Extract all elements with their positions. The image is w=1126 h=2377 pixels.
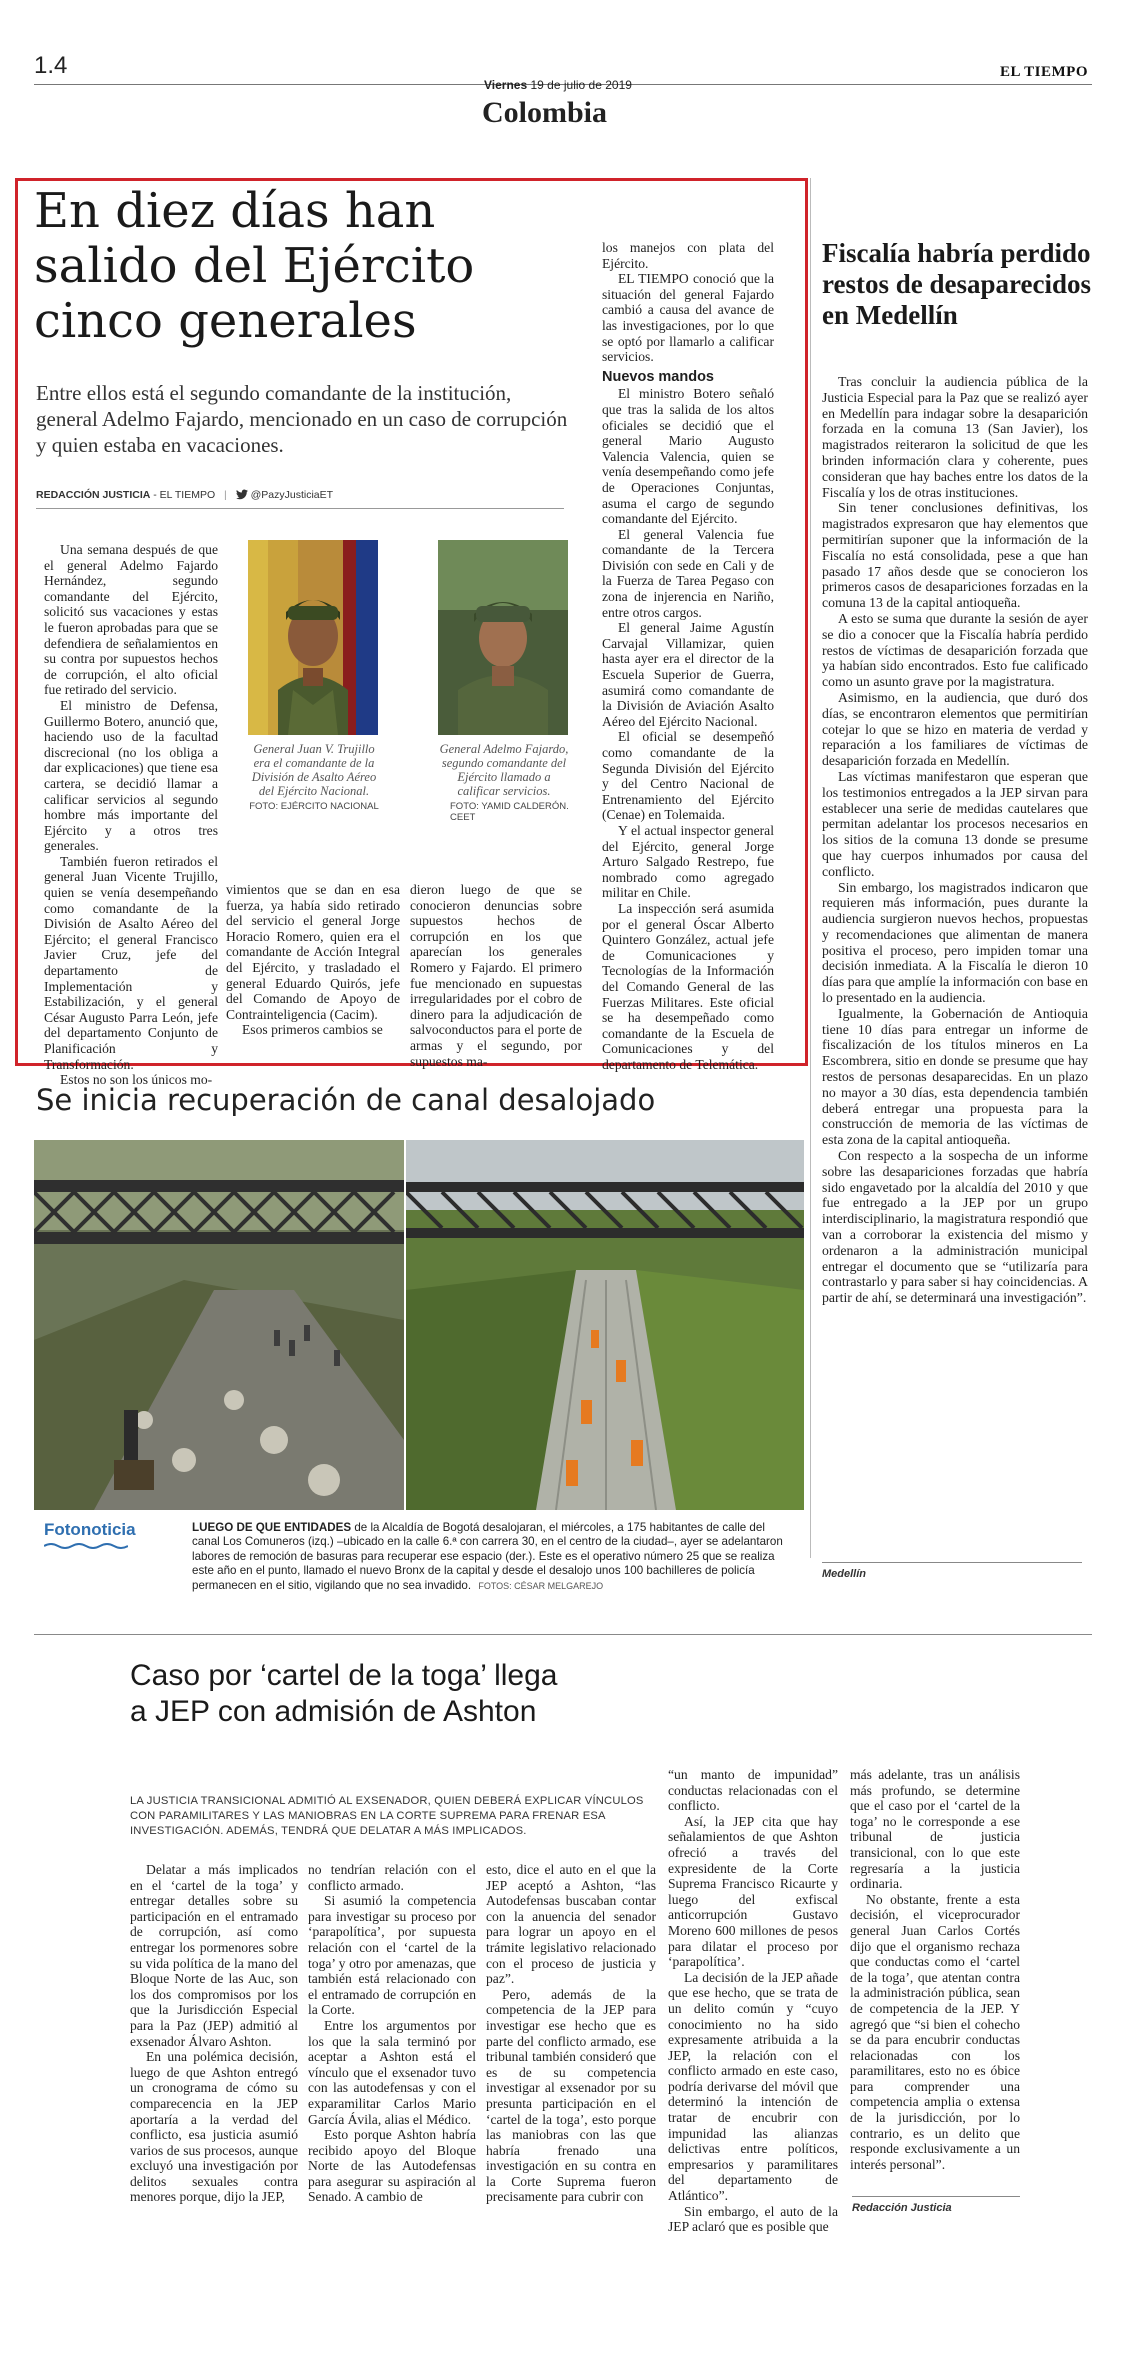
- section-title: Colombia: [482, 96, 608, 129]
- bottom-col3-p1: esto, dice el auto en el que la JEP aceptó a Ashton, “las Autodefensas buscaban contar con la anuencia del senador para lograr un apoyo en el trámite legislativo relacionado con el proceso de justicia y paz”.: [486, 1862, 656, 1987]
- bottom-col5-p1: más adelante, tras un análisis más profundo, se determine que el caso por el ‘cartel de la toga’ no le corresponde a ese tribunal de justicia transicional, con lo que este regresaría a la justicia ordinaria.: [850, 1767, 1020, 1892]
- side-p2: Sin tener conclusiones definitivas, los magistrados expresaron que hay elementos que permitirían suponer que la información de la Fiscalía no está consolidada, pese a que han pasado 17 años desde que se conocieron los primeros casos de desapariciones forzadas en la comuna 13 de la capital antioqueña.: [822, 500, 1088, 611]
- side-article-body: [822, 374, 1088, 1306]
- date-day: Viernes: [484, 78, 528, 92]
- photo-feature-caption: [192, 1521, 792, 1593]
- photo-trujillo-caption-box: [246, 742, 382, 812]
- bottom-col2-p4: Esto porque Ashton habría recibido apoyo del Bloque Norte de las Autodefensas para asegurar su aspiración al Senado. A cambio de: [308, 2127, 476, 2205]
- logo: EL TIEMPO: [1000, 64, 1088, 80]
- main-col3-p1: dieron luego de que se conocieron denuncias sobre supuestos hechos de corrupción en los que aparecían los generales Romero y Fajardo. El primero fue mencionado en supuestas irregularidades por el cobro de dinero para la adjudicación de salvoconductos para el porte de armas y el segundo, por supuestos ma-: [410, 882, 582, 1069]
- main-col4-p3: El ministro Botero señaló que tras la salida de los altos oficiales se decidió que el general Mario Augusto Valencia Valencia, quien se venía desempeñando como jefe de Operaciones Conjuntas, asuma el cargo de segundo comandante del Ejército.: [602, 386, 774, 527]
- side-p7: Igualmente, la Gobernación de Antioquia tiene 10 días para entregar un informe de fiscalización de los títulos mineros en La Escombrera, sitio en donde se presume que hay restos de personas desaparecidas. En un plazo no mayor a 30 días, esta dependencia también deberá entregar una propuesta para la construcción de memoria de las víctimas de esta zona de la capital antioqueña.: [822, 1005, 1088, 1148]
- byline-outlet: - EL TIEMPO: [153, 489, 216, 501]
- bottom-col4-p1: “un manto de impunidad” conductas relacionadas con el conflicto.: [668, 1767, 838, 1814]
- side-article-title: Fiscalía habría perdido restos de desaparecidos en Medellín: [822, 238, 1091, 330]
- bottom-signoff: Redacción Justicia: [852, 2202, 952, 2214]
- photo-caption-credit: FOTOS: CÉSAR MELGAREJO: [478, 1580, 604, 1591]
- main-article-title: En diez días han salido del Ejército cinco generales: [34, 183, 475, 349]
- photo-fajardo-credit-1: FOTO: YAMID CALDERÓN.: [450, 801, 569, 812]
- twitter-icon: [236, 489, 248, 503]
- bottom-top-rule: [34, 1634, 1092, 1635]
- main-col4-heading: Nuevos mandos: [602, 368, 714, 385]
- side-p4: Asimismo, en la audiencia, que duró dos días, se encontraron elementos que permitirían cotejar lo que se hizo en materia de verdad y reparación a los familiares de víctimas de desaparición forzada en Medellín.: [822, 689, 1088, 769]
- main-article-col1: [44, 542, 218, 1088]
- main-col4-p7: Y el actual inspector general del Ejército, general Jorge Arturo Salgado Restrepo, fue nombrado como agregado militar en Chile.: [602, 822, 774, 901]
- main-col4-p2: EL TIEMPO conoció que la situación del general Fajardo cambió a causa del avance de las investigaciones, por lo que se optó por llamarlo a calificar servicios.: [602, 271, 774, 365]
- bottom-article-dek: LA JUSTICIA TRANSICIONAL ADMITIÓ AL EXSENADOR, QUIEN DEBERÁ EXPLICAR VÍNCULOS CON PARAMILITARES Y LAS MANIOBRAS EN LA CORTE SUPREMA PARA FRENAR ESA INVESTIGACIÓN. ADEMÁS, TENDRÁ QUE DELATAR A MÁS IMPLICADOS.: [130, 1795, 644, 1837]
- bottom-col1-p1: Delatar a más implicados en el ‘cartel de la toga’ y entregar detalles sobre su participación en el entramado de corrupción, así como entregar los pormenores sobre su vida política de la mano del Bloque Norte de las Auc, son los dos compromisos por los que la Jurisdicción Especial para la Paz (JEP) admitió al exsenador Álvaro Ashton.: [130, 1862, 298, 2049]
- side-p3: A esto se suma que durante la sesión de ayer se dio a conocer que la Fiscalía habría perdido restos de víctimas de desaparición forzada que ya habían sido encontrados. Esto fue calificado como un asunto grave por la magistratura.: [822, 610, 1088, 690]
- side-p6: Sin embargo, los magistrados indicaron que requieren más información, pues durante la audiencia surgieron nuevos hechos, propuestas y recomendaciones que alimentan de manera positiva el proceso, pero impiden tomar una decisión inmediata. A la Fiscalía le dieron 10 días para que amplíe la información con base en lo presentado en la audiencia.: [822, 879, 1088, 1006]
- side-p5: Las víctimas manifestaron que esperan que los testimonios entregados a la JEP sirvan para establecer una serie de medidas cautelares que permitan adelantar los procesos necesarios en los sitios de la comuna 13 donde se presume que hay cuerpos inhumados por causa del conflicto.: [822, 768, 1088, 879]
- main-article-col4: [602, 240, 774, 1072]
- photo-fajardo-caption: General Adelmo Fajardo, segundo comandante del Ejército llamado a calificar servicios.: [439, 742, 569, 798]
- main-article-col3: [410, 882, 582, 1069]
- bottom-col4-p2: Así, la JEP cita que hay señalamientos de que Ashton ofreció a través del expresidente de la Corte Suprema Francisco Ricaurte y luego del exfiscal anticorrupción Gustavo Moreno 600 millones de pesos para dilatar el proceso por ‘parapolítica’.: [668, 1813, 838, 1970]
- main-col2-p2: Esos primeros cambios se: [242, 1022, 383, 1038]
- bottom-col2-p1: no tendrían relación con el conflicto armado.: [308, 1862, 476, 1893]
- byline-name: REDACCIÓN JUSTICIA: [36, 489, 151, 501]
- bottom-signoff-rule: [852, 2196, 1020, 2197]
- photo-fajardo: [438, 540, 568, 735]
- main-col1-p2: El ministro de Defensa, Guillermo Botero, anunció que, haciendo uso de la facultad discrecional (no los obliga a dar explicaciones) que tiene esa cartera, se decidió llamar a calificar servicios al segundo hombre más importante del Ejército y a otros tres generales.: [44, 697, 218, 854]
- main-col1-p3: También fueron retirados el general Juan Vicente Trujillo, quien se venía desempeñando como comandante de la División de Asalto Aéreo del Ejército; el general Francisco Javier Cruz, jefe del departamento de Implementación y Estabilización, y el general César Augusto Parra León, jefe del departamento Conjunto de Planificación y Transformación.: [44, 853, 218, 1072]
- bottom-col2-p3: Entre los argumentos por los que la sala terminó por aceptar a Ashton está el vínculo que el exsenador tuvo con las autodefensas y con el exparamilitar Carlos Mario García Ávila, alias el Médico.: [308, 2017, 476, 2127]
- bottom-title-line1: Caso por ‘cartel de la toga’ llega: [130, 1659, 558, 1692]
- main-col4-p1: los manejos con plata del Ejército.: [602, 240, 774, 271]
- fotonoticia-label-box: [44, 1520, 184, 1550]
- photo-caption-text: de la Alcaldía de Bogotá desalojaran, el miércoles, a 175 habitantes de calle del canal Los Comuneros (izq.) –ubicado en la calle 6.ª con carrera 30, en el centro de la ciudad–, ayer se adelantaron labores de remoción de basuras para recuperar ese espacio (der.). Este es el operativo número 25 que se realiza este año en el punto, llamado el nuevo Bronx de la capital y desde el desalojo unos 100 bachilleres de policía permanecen en el sitio, vigilando que no sea invadido.: [192, 1521, 783, 1592]
- bottom-col1-p2: En una polémica decisión, luego de que Ashton entregó un cronograma de cómo su comparecencia en la JEP aportaría a la verdad del conflicto, esa justicia asumió varios de sus procesos, aunque excluyó una investigación por delitos sexuales contra menores porque, dijo la JEP,: [130, 2049, 298, 2205]
- photo-caption-lead: LUEGO DE QUE ENTIDADES: [192, 1521, 352, 1534]
- byline: REDACCIÓN JUSTICIA - EL TIEMPO | @PazyJusticiaET: [36, 489, 334, 501]
- photo-trujillo-credit: FOTO: EJÉRCITO NACIONAL: [249, 801, 379, 812]
- main-col4-p8: La inspección será asumida por el general Óscar Alberto Quintero González, actual jefe de Comunicaciones y Tecnologías de la Información del Comando General de las Fuerzas Militares. Este oficial se ha desempeñado como comandante de la Escuela de Comunicaciones y del departamento de Telemática.: [602, 900, 774, 1072]
- date-line: [484, 78, 632, 92]
- main-col4-p4: El general Valencia fue comandante de la Tercera División con sede en Cali y de la Fuerza de Tarea Pegaso con zona de injerencia en Nariño, entre otros cargos.: [602, 526, 774, 620]
- side-p1: Tras concluir la audiencia pública de la Justicia Especial para la Paz que se realizó ayer en Medellín para indagar sobre la desaparición forzada en la comuna 13 (San Javier), los magistrados reiteraron la solicitud de que les brinden información clara y coherente, pues consideran que hay baches entre los datos de la Fiscalía y los de otras instituciones.: [822, 374, 1088, 500]
- canal-photo-left: [34, 1140, 404, 1510]
- side-divider: [810, 178, 811, 1558]
- main-col2-p1: vimientos que se dan en esa fuerza, ya había sido retirado del servicio el general Jorge Horacio Romero, quien era el comandante de Acción Integral del Ejército, y trasladado el general Eduardo Quirós, jefe del Comando de Apoyo de Contrainteligencia (Cacim).: [226, 882, 400, 1022]
- photo-fajardo-credit-2: CEET: [450, 812, 476, 823]
- main-col1-p4: Estos no son los únicos mo-: [60, 1072, 213, 1088]
- main-col4-p5: El general Jaime Agustín Carvajal Villamizar, quien hasta ayer era el director de la Escuela Superior de Guerra, asumirá como comandante de la División de Aviación Asalto Aéreo del Ejército Nacional.: [602, 620, 774, 729]
- main-article-dek: Entre ellos está el segundo comandante de la institución, general Adelmo Fajardo, mencionado en un caso de corrupción y quien estaba en vacaciones.: [36, 381, 568, 457]
- canal-photo-right: [406, 1140, 804, 1510]
- main-article-col2: [226, 882, 400, 1038]
- main-col4-p6: El oficial se desempeñó como comandante de la Segunda División del Ejército y del Centro Nacional de Entrenamiento del Ejército (Cenae) en Tolemaida.: [602, 729, 774, 823]
- fotonoticia-wave-icon: [44, 1542, 128, 1550]
- bottom-col5: [850, 1767, 1020, 2172]
- photo-trujillo-caption: General Juan V. Trujillo era el comandante de la División de Asalto Aéreo del Ejército Nacional.: [251, 742, 377, 798]
- twitter-handle: @PazyJusticiaET: [250, 489, 334, 501]
- page-number: 1.4: [34, 52, 68, 79]
- bottom-article-title: [130, 1658, 830, 1730]
- byline-rule: [36, 508, 564, 509]
- bottom-col4-p3: La decisión de la JEP añade que ese hecho, que se trata de un delito común y “cuyo conocimiento no ha sido expresamente atribuida a la JEP, la relación con el conflicto armado en este caso, podría derivarse del móvil que determinó la intención de tratar de encubrir con impunidad las alianzas delictivas entre políticos, empresarios y paramilitares del departamento de Atlántico”.: [668, 1969, 838, 2204]
- photo-fajardo-caption-box: [436, 742, 572, 823]
- bottom-title-line2: a JEP con admisión de Ashton: [130, 1695, 537, 1728]
- bottom-col2-p2: Si asumió la competencia para investigar su proceso por ‘parapolítica’, por supuesta relación con el ‘cartel de la toga’ y otro por amenazas, que también está relacionado con el entramado de corrupción en la Corte.: [308, 1893, 476, 2018]
- side-p8: Con respecto a la sospecha de un informe sobre las desapariciones forzadas que habría sido engavetado por la alcaldía del 2010 y que fue entregado a la JEP por un grupo interdisciplinario, la magistratura respondió que van a corroborar la existencia del mismo y ordenaron a la administración municipal entregar el documento que se “utilizaría para contrastarlo y para saber si hay coincidencias. A partir de ahí, se determinará una investigación”.: [822, 1148, 1088, 1306]
- bottom-col1: [130, 1862, 298, 2205]
- side-dateline: Medellín: [822, 1568, 867, 1580]
- bottom-col3: [486, 1862, 656, 2205]
- bottom-col3-p2: Pero, además de la competencia de la JEP para investigar ese hecho que es parte del conflicto armado, ese tribunal también consideró que es de su competencia investigar al exsenador por su presunta participación en el ‘cartel de la toga’, esto porque las maniobras con las que habría frenado una investigación en su contra en la Corte Suprema fueron precisamente para cubrir con: [486, 1986, 656, 2205]
- bottom-col4: [668, 1767, 838, 2235]
- bottom-col4-p4: Sin embargo, el auto de la JEP aclaró que es posible que: [668, 2203, 838, 2235]
- photo-trujillo: [248, 540, 378, 735]
- photo-feature-title: Se inicia recuperación de canal desalojado: [36, 1083, 656, 1117]
- bottom-col2: [308, 1862, 476, 2205]
- side-signoff-rule: [822, 1562, 1082, 1563]
- fotonoticia-label: Fotonoticia: [44, 1520, 136, 1539]
- date-rest: 19 de julio de 2019: [530, 78, 632, 92]
- main-col1-p1: Una semana después de que el general Adelmo Fajardo Hernández, segundo comandante del Ejército, solicitó sus vacaciones y estas le fueron aprobadas para que se defendiera de señalamientos en su contra por supuestos hechos de corrupción, el alto oficial fue retirado del servicio.: [44, 542, 218, 698]
- bottom-col5-p2: No obstante, frente a esta decisión, el viceprocurador general Juan Carlos Cortés dijo que el organismo rechaza que conductas como el ‘cartel de la toga’, que atentan contra la administración pública, sean de competencia de la JEP. Y agregó que “si bien el cohecho se da para encubrir conductas relacionadas con los paramilitares, esto no es óbice para comprender una competencia amplia o extensa de la jurisdicción, por lo contrario, es un delito que responde exclusivamente a un interés personal”.: [850, 1891, 1020, 2172]
